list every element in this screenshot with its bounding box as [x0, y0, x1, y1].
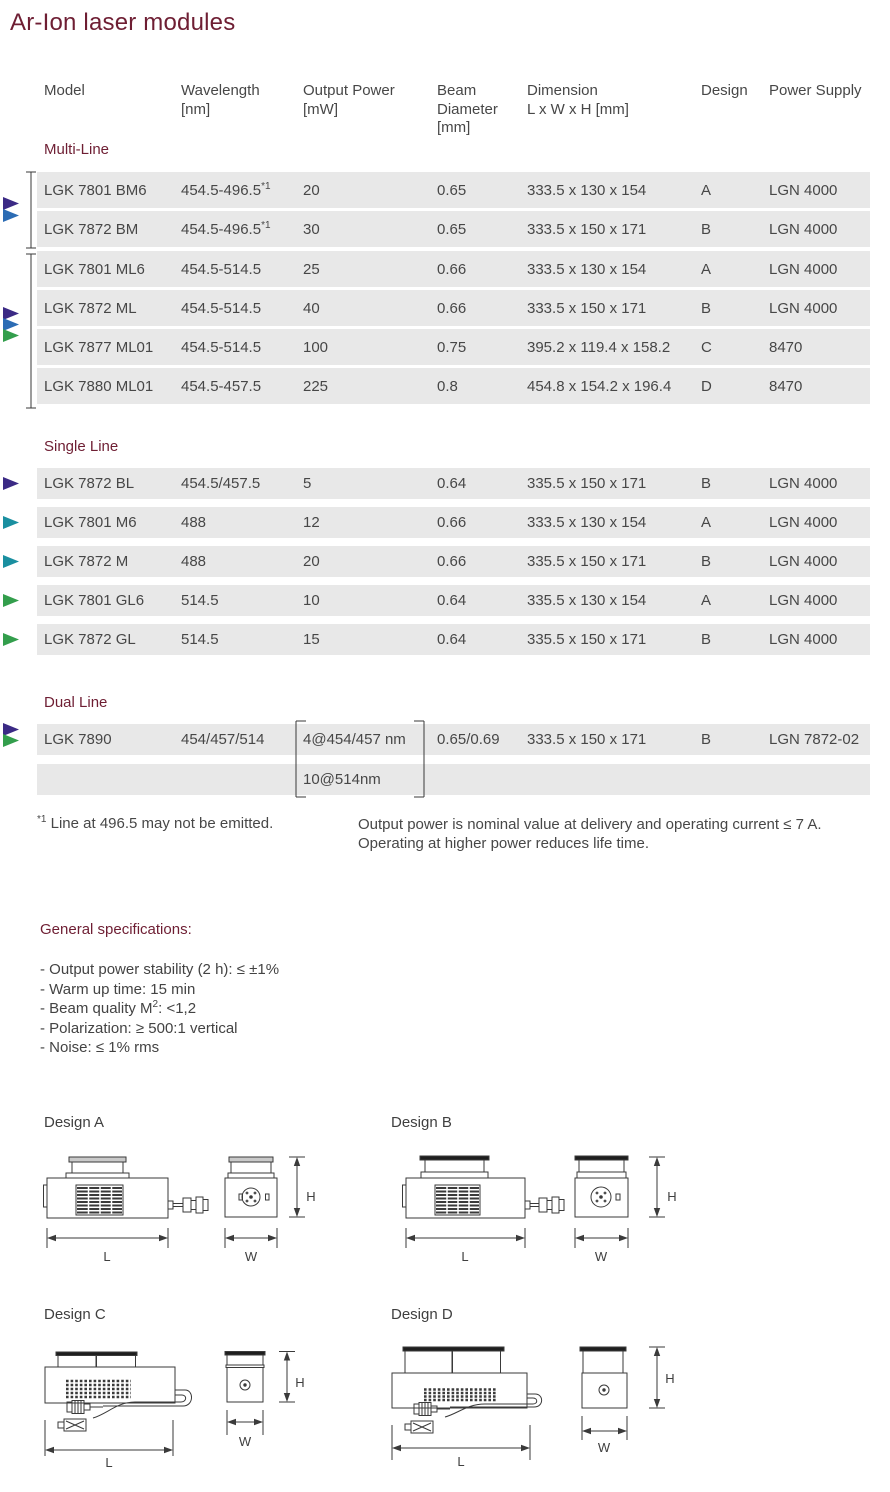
output-power-cell: 20: [303, 181, 320, 199]
table-row: [37, 468, 870, 499]
design-cell: A: [701, 181, 712, 199]
model-cell: LGK 7801 BM6: [44, 181, 147, 199]
beam-diameter-cell: 0.65/0.69: [437, 731, 500, 748]
wavelength-cell: 488: [181, 553, 207, 570]
model-cell: LGK 7872 ML: [44, 299, 137, 317]
output-power-cell: 4@454/457 nm: [303, 731, 406, 748]
power-supply-cell: LGN 4000: [769, 475, 838, 492]
design-cell: B: [701, 553, 712, 570]
table-row: [37, 764, 870, 795]
design-a-diagram: [37, 1145, 337, 1273]
dim-label-w: W: [597, 1440, 611, 1455]
power-supply-cell: LGN 4000: [769, 299, 838, 317]
footnote-marker: *1: [37, 814, 47, 825]
col-header-wavelength: Wavelength [nm]: [181, 82, 260, 118]
col-header-power-supply: Power Supply: [769, 82, 862, 99]
wavelength-cell: 514.5: [181, 592, 219, 609]
page-title: Ar-Ion laser modules: [10, 9, 236, 36]
dim-label-h: H: [306, 1189, 316, 1204]
design-d-diagram: [390, 1340, 690, 1492]
design-cell: B: [701, 220, 712, 238]
table-row: [37, 546, 870, 577]
model-cell: LGK 7880 ML01: [44, 377, 154, 395]
footnote-marker: *1: [261, 219, 271, 231]
beam-diameter-cell: 0.65: [437, 181, 467, 199]
wavelength-cell: 454.5-514.5: [181, 338, 262, 356]
design-cell: A: [701, 514, 712, 531]
section-label-multi-line: Multi-Line: [44, 141, 110, 158]
output-power-cell: 5: [303, 475, 312, 492]
table-row: [37, 507, 870, 538]
model-cell: LGK 7877 ML01: [44, 338, 154, 356]
design-b-label: Design B: [391, 1114, 452, 1131]
table-row: [37, 368, 870, 404]
power-supply-cell: LGN 4000: [769, 220, 838, 238]
dimension-cell: 335.5 x 150 x 171: [527, 631, 647, 648]
model-cell: LGK 7872 GL: [44, 631, 136, 648]
design-cell: B: [701, 299, 712, 317]
power-supply-cell: LGN 4000: [769, 514, 838, 531]
output-power-cell: 15: [303, 631, 320, 648]
dim-label-w: W: [238, 1434, 252, 1449]
design-cell: A: [701, 260, 712, 278]
power-supply-cell: LGN 4000: [769, 553, 838, 570]
output-power-cell: 25: [303, 260, 320, 278]
power-supply-cell: LGN 7872-02: [769, 731, 860, 748]
wavelength-cell: [181, 182, 303, 199]
dim-label-h: H: [295, 1375, 305, 1390]
dimension-cell: 333.5 x 150 x 171: [527, 220, 647, 238]
design-cell: D: [701, 377, 712, 395]
wavelength-cell: 514.5: [181, 631, 219, 648]
dim-label-l: L: [103, 1249, 111, 1264]
model-cell: LGK 7801 GL6: [44, 592, 145, 609]
spec-item: - Warm up time: 15 min: [40, 980, 196, 998]
wavelength-value: 454.5-496.5: [181, 181, 262, 199]
model-cell: LGK 7890: [44, 731, 112, 748]
table-row: [37, 624, 870, 655]
table-row: [37, 724, 870, 755]
design-cell: B: [701, 475, 712, 492]
wavelength-cell: [181, 221, 303, 238]
dim-label-l: L: [457, 1454, 465, 1469]
design-cell: B: [701, 631, 712, 648]
table-row: [37, 290, 870, 326]
footnote-left: $^{*1}$ Line at 496.5 may not be emitted.: [37, 814, 274, 832]
design-d-label: Design D: [391, 1306, 453, 1323]
power-supply-cell: LGN 4000: [769, 260, 838, 278]
dimension-cell: 335.5 x 130 x 154: [527, 592, 647, 609]
section-label-dual-line: Dual Line: [44, 694, 108, 711]
beam-diameter-cell: 0.66: [437, 299, 467, 317]
model-cell: LGK 7872 M: [44, 553, 129, 570]
beam-diameter-cell: 0.75: [437, 338, 467, 356]
power-supply-cell: LGN 4000: [769, 592, 838, 609]
spec-item: - Noise: ≤ 1% rms: [40, 1039, 160, 1056]
design-cell: A: [701, 592, 712, 609]
design-c-label: Design C: [44, 1306, 106, 1323]
dimension-cell: 333.5 x 130 x 154: [527, 260, 647, 278]
dim-label-l: L: [461, 1249, 469, 1264]
col-header-beam-diameter: Beam Diameter [mm]: [437, 82, 498, 136]
model-cell: LGK 7801 M6: [44, 514, 137, 531]
output-power-bracket-left: [290, 719, 308, 799]
power-supply-cell: LGN 4000: [769, 631, 838, 648]
col-header-output-power: Output Power [mW]: [303, 82, 395, 118]
power-supply-cell: LGN 4000: [769, 181, 838, 199]
col-header-dimension: Dimension L x W x H [mm]: [527, 82, 629, 118]
dimension-cell: 333.5 x 150 x 171: [527, 731, 647, 748]
footnote-marker: *1: [261, 180, 271, 192]
output-power-cell: 30: [303, 220, 320, 238]
spec-item: - Beam quality $M^2$: <1,2: [40, 999, 197, 1017]
dim-label-h: H: [665, 1371, 675, 1386]
model-cell: LGK 7872 BM: [44, 220, 139, 238]
col-header-model: Model: [44, 82, 85, 99]
beam-diameter-cell: 0.66: [437, 553, 467, 570]
table-row: [37, 211, 870, 247]
dimension-cell: 395.2 x 119.4 x 158.2: [527, 338, 671, 356]
wavelength-cell: 454/457/514: [181, 731, 265, 748]
design-c-diagram: [37, 1340, 357, 1492]
power-supply-cell: 8470: [769, 338, 803, 356]
laser-line-marker-green-icon: [3, 594, 20, 607]
table-row: [37, 251, 870, 287]
design-cell: C: [701, 338, 712, 356]
dimension-cell: 335.5 x 150 x 171: [527, 475, 647, 492]
wavelength-cell: 454.5-514.5: [181, 299, 262, 317]
laser-line-marker-green-icon: [3, 734, 20, 747]
output-power-cell: 12: [303, 514, 320, 531]
section-label-single-line: Single Line: [44, 438, 119, 455]
dual-line-rows: [37, 724, 870, 804]
single-line-rows: [37, 468, 870, 663]
power-supply-cell: 8470: [769, 377, 803, 395]
table-row: [37, 172, 870, 208]
wavelength-value: 454.5-496.5: [181, 220, 262, 238]
beam-diameter-cell: 0.64: [437, 475, 467, 492]
laser-line-marker-teal-icon: [3, 555, 20, 568]
dimension-cell: 333.5 x 130 x 154: [527, 181, 647, 199]
beam-diameter-cell: 0.66: [437, 260, 467, 278]
table-row: [37, 329, 870, 365]
design-a-label: Design A: [44, 1114, 105, 1131]
multi-line-rows: [37, 172, 870, 407]
dimension-cell: 335.5 x 150 x 171: [527, 553, 647, 570]
table-row: [37, 585, 870, 616]
laser-line-marker-green-icon: [3, 329, 20, 342]
beam-diameter-cell: 0.66: [437, 514, 467, 531]
wavelength-cell: 454.5-457.5: [181, 377, 262, 395]
output-power-cell: 100: [303, 338, 329, 356]
dim-label-w: W: [244, 1249, 258, 1264]
laser-line-marker-blue-icon: [3, 209, 20, 222]
design-cell: B: [701, 731, 712, 748]
spec-item: - Polarization: ≥ 500:1 vertical: [40, 1019, 238, 1037]
output-power-cell: 225: [303, 377, 329, 395]
beam-diameter-cell: 0.65: [437, 220, 467, 238]
beam-diameter-cell: 0.64: [437, 592, 467, 609]
spec-item: - Output power stability (2 h): ≤ ±1%: [40, 961, 280, 978]
table-header: [37, 82, 870, 138]
laser-line-marker-green-icon: [3, 633, 20, 646]
model-cell: LGK 7801 ML6: [44, 260, 145, 278]
laser-line-marker-purple-icon: [3, 477, 20, 490]
wavelength-cell: 488: [181, 514, 207, 531]
dim-label-w: W: [594, 1249, 608, 1264]
output-power-cell: 40: [303, 299, 320, 317]
group-bracket: [25, 171, 37, 249]
dim-label-h: H: [667, 1189, 677, 1204]
output-power-cell: 20: [303, 553, 320, 570]
laser-line-marker-teal-icon: [3, 516, 20, 529]
general-specs-heading: General specifications:: [40, 921, 192, 938]
wavelength-cell: 454.5/457.5: [181, 475, 261, 492]
output-power-cell: 10@514nm: [303, 771, 381, 788]
model-cell: LGK 7872 BL: [44, 475, 135, 492]
dimension-cell: 333.5 x 150 x 171: [527, 299, 647, 317]
design-b-diagram: [390, 1145, 690, 1273]
dimension-cell: 454.8 x 154.2 x 196.4: [527, 377, 672, 395]
output-power-bracket-right: [412, 719, 430, 799]
general-specs-list: [40, 960, 279, 1058]
beam-diameter-cell: 0.8: [437, 377, 458, 395]
output-power-cell: 10: [303, 592, 320, 609]
beam-diameter-cell: 0.64: [437, 631, 467, 648]
dimension-cell: 333.5 x 130 x 154: [527, 514, 647, 531]
footnote-right: Output power is nominal value at delivery and operating current ≤ 7 A. Operating at higher power reduces life time.: [358, 816, 822, 852]
dim-label-l: L: [105, 1455, 113, 1470]
wavelength-cell: 454.5-514.5: [181, 260, 262, 278]
group-bracket: [25, 253, 37, 409]
col-header-design: Design: [701, 82, 748, 99]
